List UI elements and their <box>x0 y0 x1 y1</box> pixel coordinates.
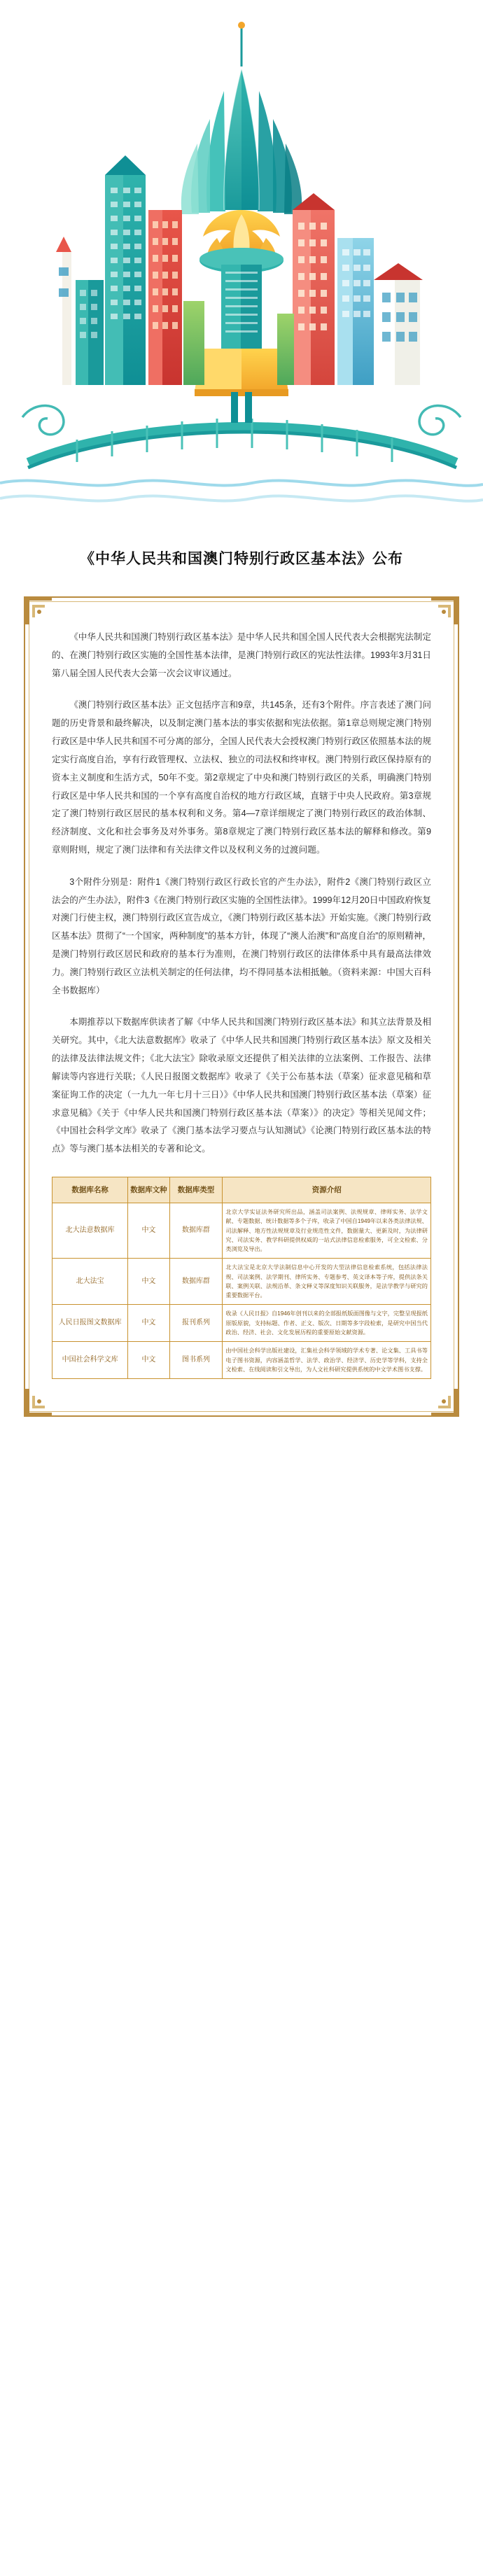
corner-ornament-top-right <box>430 595 461 626</box>
corner-ornament-bottom-left <box>22 1387 53 1418</box>
table-row <box>52 1203 431 1258</box>
cell-database-language: 中文 <box>128 1259 170 1305</box>
lighthouse <box>56 237 71 385</box>
database-table <box>52 1177 431 1379</box>
corner-ornament-top-left <box>22 595 53 626</box>
cell-database-description: 收录《人民日报》自1946年创刊以来的全部报纸版面图像与文字，完整呈现报纸原版原貌，支持标题、作者、正文、版次、日期等多字段检索，是研究中国当代政治、经济、社会、文化发展历程的重要原始文献资源。 <box>223 1305 431 1342</box>
table-header-row <box>52 1177 431 1203</box>
cell-database-name: 中国社会科学文库 <box>52 1342 128 1379</box>
cell-database-language: 中文 <box>128 1305 170 1342</box>
column-header-name: 数据库名称 <box>52 1177 128 1203</box>
ornamental-content-frame <box>24 596 459 1417</box>
cell-database-type: 数据库群 <box>169 1259 223 1305</box>
cell-database-name: 北大法意数据库 <box>52 1203 128 1258</box>
page-title: 《中华人民共和国澳门特别行政区基本法》公布 <box>80 550 403 567</box>
body-paragraph-1: 《中华人民共和国澳门特别行政区基本法》是中华人民共和国全国人民代表大会根据宪法制定的、在澳门特别行政区实施的全国性基本法律，是澳门特别行政区的宪法性法律。1993年3月31日第八届全国人民代表大会第一次会议审议通过。 <box>52 632 431 678</box>
column-header-description: 资源介绍 <box>223 1177 431 1203</box>
cell-database-type: 数据库群 <box>169 1203 223 1258</box>
right-buildings <box>277 193 423 385</box>
table-row <box>52 1342 431 1379</box>
water <box>0 480 483 500</box>
table-row <box>52 1259 431 1305</box>
column-header-language: 数据库文种 <box>128 1177 170 1203</box>
cell-database-description: 北京大学实证法务研究所出品，涵盖司法案例、法规规章、律师实务、法学文献、专题数据、统计数据等多个子库，收录了中国自1949年以来各类法律法规、司法解释、地方性法规规章及行业规范性文件，数据量大、更新及时，为法律研究、司法实务、教学科研提供权威的一站式法律信息检索服务，可全文检索、分类浏览及导出。 <box>223 1203 431 1258</box>
table-row <box>52 1305 431 1342</box>
cell-database-description: 北大法宝是北京大学法制信息中心开发的大型法律信息检索系统，包括法律法规、司法案例、法学期刊、律所实务、专题参考、英文译本等子库，提供法条关联、案例关联、法规沿革、条文释义等深度知识关联服务，是法学教学与研究的重要数据平台。 <box>223 1259 431 1305</box>
body-paragraph-4: 本期推荐以下数据库供读者了解《中华人民共和国澳门特别行政区基本法》和其立法背景及相关研究。其中，《北大法意数据库》收录了《中华人民共和国澳门特别行政区基本法》原文及相关的法律及法律法规文件；《北大法宝》除收录原文还提供了相关法律的立法案例、工作报告、法律解读等内容进行关联；《人民日报图文数据库》收录了《关于公布基本法（草案）征求意见稿和草案征询工作的决定（一九九一年七月十三日）》《中华人民共和国澳门特别行政区基本法（草案）征求意见稿》《关于《中华人民共和国澳门特别行政区基本法（草案）》的决定》等相关见闻文件；《中国社会科学文库》收录了《澳门基本法学习要点与认知测试》《论澳门特别行政区基本法的特点》等与澳门基本法相关的专著和论文。 <box>52 1017 431 1154</box>
corner-ornament-bottom-right <box>430 1387 461 1418</box>
database-table-wrapper <box>52 1177 431 1379</box>
cell-database-type: 图书系列 <box>169 1342 223 1379</box>
macau-skyline-illustration <box>0 0 483 532</box>
cell-database-language: 中文 <box>128 1342 170 1379</box>
column-header-type: 数据库类型 <box>169 1177 223 1203</box>
cell-database-type: 报刊系列 <box>169 1305 223 1342</box>
cell-database-name: 北大法宝 <box>52 1259 128 1305</box>
body-paragraph-2: 《澳门特别行政区基本法》正文包括序言和9章，共145条，还有3个附件。序言表述了澳门问题的历史背景和最终解决，以及制定澳门基本法的事实依据和宪法依据。第1章总则规定澳门特别行政区是中华人民共和国不可分离的部分，全国人民代表大会授权澳门特别行政区依照基本法的规定实行高度自治，享有行政管理权、立法权、独立的司法权和终审权。澳门特别行政区保持原有的资本主义制度和生活方式，50年不变。第2章规定了中央和澳门特别行政区的关系，明确澳门特别行政区是中华人民共和国的一个享有高度自治权的地方行政区域，直辖于中央人民政府。第3章规定了澳门特别行政区居民的基本权利和义务。第4—7章详细规定了澳门特别行政区的政治体制、经济制度、文化和社会事务及对外事务。第8章规定了澳门特别行政区基本法的解释和修改。第9章则附则，规定了澳门法律和有关法律文件以及权利义务的过渡问题。 <box>52 700 431 855</box>
body-paragraph-3: 3个附件分别是：附件1《澳门特别行政区行政长官的产生办法》，附件2《澳门特别行政区立法会的产生办法》，附件3《在澳门特别行政区实施的全国性法律》。1999年12月20日中国政府恢复对澳门行使主权，澳门特别行政区宣告成立，《澳门特别行政区基本法》开始实施。《澳门特别行政区基本法》贯彻了“一个国家，两种制度”的基本方针，体现了“澳人治澳”和“高度自治”的原则精神，是澳门特别行政区居民和政府的基本行为准则，在澳门特别行政区的法律体系中具有最高法律效力。澳门特别行政区立法机关制定的任何法律，均不得同基本法相抵触。（资料来源：中国大百科全书数据库） <box>52 876 431 995</box>
cell-database-name: 人民日报图文数据库 <box>52 1305 128 1342</box>
cell-database-language: 中文 <box>128 1203 170 1258</box>
sai-van-bridge <box>28 392 456 468</box>
cell-database-description: 由中国社会科学出版社建设，汇集社会科学领域的学术专著、论文集、工具书等电子图书资源，内容涵盖哲学、法学、政治学、经济学、历史学等学科，支持全文检索、在线阅读和引文导出，为人文社科研究提供系统的中文学术图书支撑。 <box>223 1342 431 1379</box>
